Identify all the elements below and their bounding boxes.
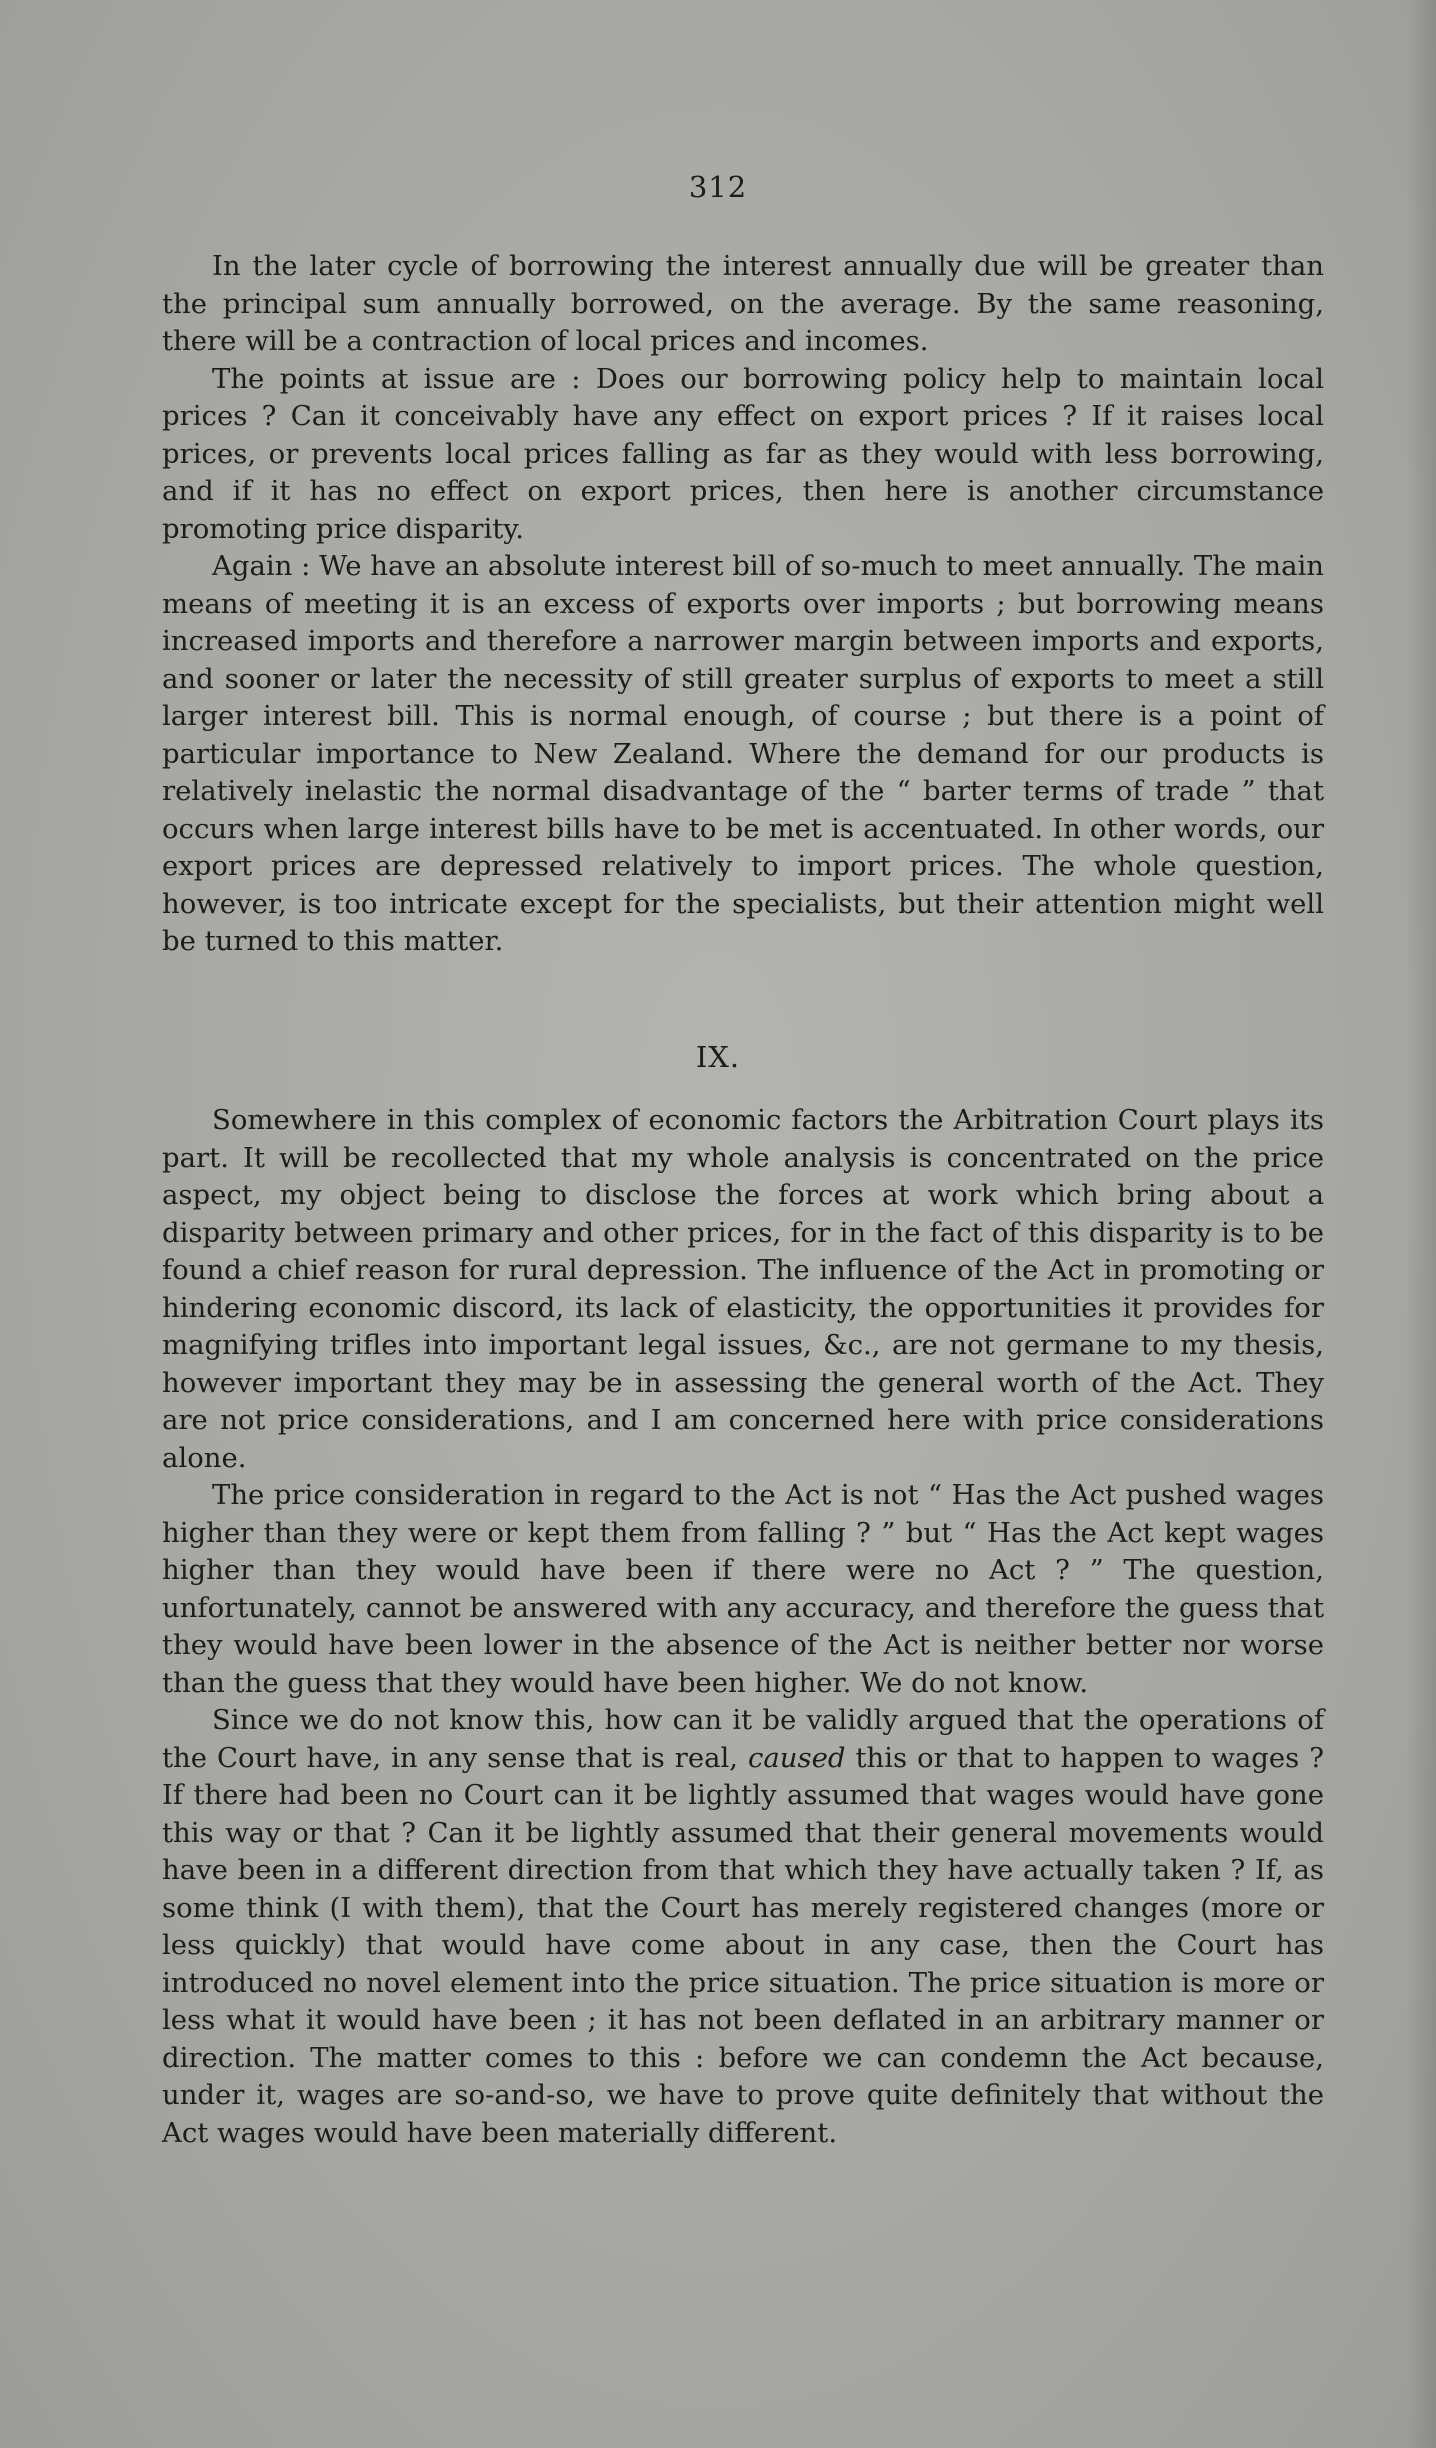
- paragraph-borrowing-cycle: In the later cycle of borrowing the interest annually due will be greater than the principal sum annually borrowed, on the average. By the same reasoning, there will be a contraction of local prices and incomes.: [162, 250, 1324, 357]
- paragraph-conclusion: [162, 1702, 1324, 2152]
- conclusion-text-start: Since we do not know this, how can it be validly argued that the operations of the Court have, in any sense that is real,: [162, 1704, 1324, 1774]
- conclusion-text-end: this or that to happen to wages ? If there had been no Court can it be lightly assumed that wages would have gone this way or that ? Can it be lightly assumed that their general movements would have been in a different direction from that which they have actually taken ? If, as some think (I with them), that the Court has merely registered changes (more or less quickly) that would have come about in any case, then the Court has introduced no novel element into the price situation. The price situation is more or less what it would have been ; it has not been deflated in an arbitrary manner or direction. The matter comes to this : before we can condemn the Act because, under it, wages are so-and-so, we have to prove quite definitely that without the Act wages would have been materially different.: [162, 1741, 1324, 2149]
- italic-word-caused: caused: [748, 1741, 846, 1774]
- text-block-after-heading: [162, 1102, 1324, 2152]
- paragraph-interest-bill: Again : We have an absolute interest bill of so-much to meet annually. The main means of meeting it is an excess of exports over imports ; but borrowing means increased imports and therefore a narrower margin between imports and exports, and sooner or later the necessity of still greater surplus of exports to meet a still larger interest bill. This is normal enough, of course ; but there is a point of particular importance to New Zealand. Where the demand for our products is relatively inelastic the normal disadvantage of the “ barter terms of trade ” that occurs when large interest bills have to be met is accentuated. In other words, our export prices are depressed relatively to import prices. The whole question, however, is too intricate except for the specialists, but their attention might well be turned to this matter.: [162, 550, 1324, 957]
- paragraph-arbitration-court: Somewhere in this complex of economic factors the Arbitration Court plays its part. It will be recollected that my whole analysis is concentrated on the price aspect, my object being to disclose the forces at work which bring about a disparity between primary and other prices, for in the fact of this disparity is to be found a chief reason for rural depression. The influence of the Act in promoting or hindering economic discord, its lack of elasticity, the opportunities it provides for magnifying trifles into important legal issues, &c., are not germane to my thesis, however important they may be in assessing the general worth of the Act. They are not price considerations, and I am concerned here with price considerations alone.: [162, 1104, 1324, 1474]
- section-heading: IX.: [695, 1040, 741, 1074]
- text-block-before-heading: [162, 248, 1324, 961]
- page-number: 312: [688, 170, 748, 204]
- paragraph-points-at-issue: The points at issue are : Does our borrowing policy help to maintain local prices ? Can it conceivably have any effect on export prices ? If it raises local prices, or prevents local prices falling as far as they would with less borrowing, and if it has no effect on export prices, then here is another circumstance promoting price disparity.: [162, 362, 1324, 545]
- page-edge-shadow: [1406, 0, 1436, 2448]
- paragraph-price-consideration: The price consideration in regard to the Act is not “ Has the Act pushed wages higher than they were or kept them from falling ? ” but “ Has the Act kept wages higher than they would have been if there were no Act ? ” The question, unfortunately, cannot be answered with any accuracy, and therefore the guess that they would have been lower in the absence of the Act is neither better nor worse than the guess that they would have been higher. We do not know.: [162, 1479, 1324, 1699]
